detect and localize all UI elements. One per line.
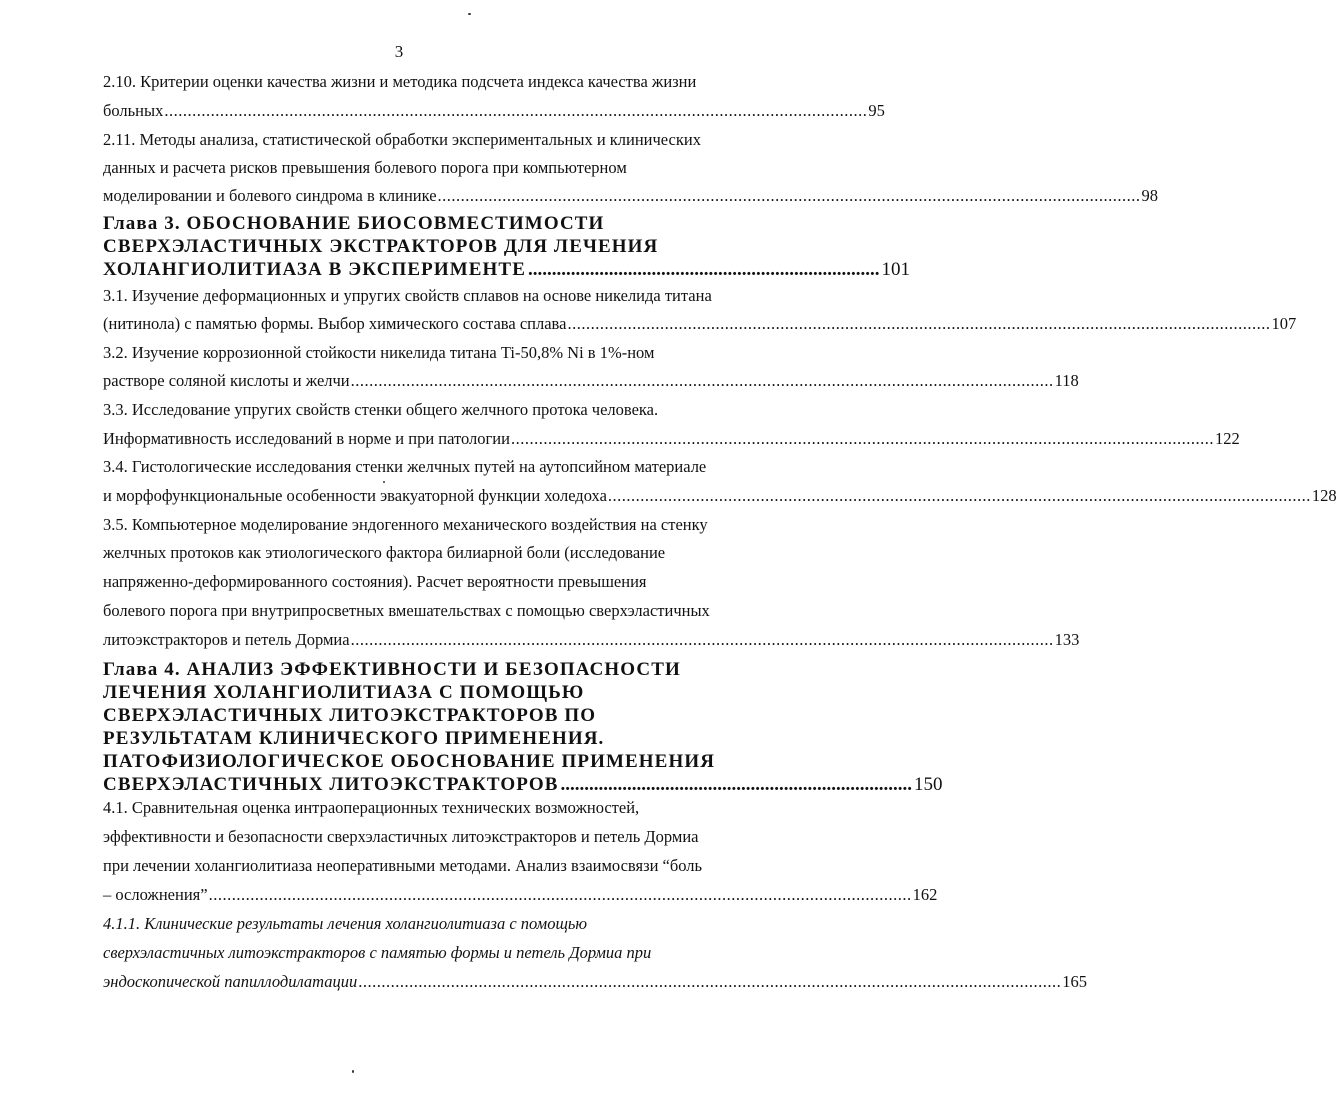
toc-4-1-1-line1: 4.1.1. Клинические результаты лечения холангиолитиаза с помощью xyxy=(103,914,588,933)
toc-3-2-line1: 3.2. Изучение коррозионной стойкости никелида титана Ti-50,8% Ni в 1%-ном xyxy=(103,343,655,362)
toc-4-1-line2: эффективности и безопасности сверхэластичных литоэкстракторов и петель Дормиа xyxy=(103,827,699,846)
toc-2-10-line1: 2.10. Критерии оценки качества жизни и методика подсчета индекса качества жизни xyxy=(103,72,697,91)
toc-3-5-line1: 3.5. Компьютерное моделирование эндогенного механического воздействия на стенку xyxy=(103,515,708,534)
chapter-4-heading-line1: Глава 4. АНАЛИЗ ЭФФЕКТИВНОСТИ И БЕЗОПАСНОСТИ xyxy=(103,659,681,680)
chapter-4-heading-line5: ПАТОФИЗИОЛОГИЧЕСКОЕ ОБОСНОВАНИЕ ПРИМЕНЕНИЯ xyxy=(103,751,716,772)
dot-leader: ........................................................................................................................................................ xyxy=(164,101,868,120)
chapter-3-heading-text: ХОЛАНГИОЛИТИАЗА В ЭКСПЕРИМЕНТЕ xyxy=(103,259,526,280)
toc-3-4-text: и морфофункциональные особенности эвакуаторной функции холедоха xyxy=(103,486,607,505)
toc-3-3-line2 xyxy=(103,429,1240,449)
scan-speck-top xyxy=(468,13,471,15)
toc-3-1-line1: 3.1. Изучение деформационных и упругих свойств сплавов на основе никелида титана xyxy=(103,286,712,305)
dot-leader: .......................................................................... xyxy=(560,774,913,795)
chapter-4-heading-text: СВЕРХЭЛАСТИЧНЫХ ЛИТОЭКСТРАКТОРОВ xyxy=(103,774,559,795)
toc-3-1-page: 107 xyxy=(1271,314,1297,333)
toc-4-1-1-text: эндоскопической папиллодилатации xyxy=(103,972,358,991)
chapter-3-page: 101 xyxy=(881,259,910,280)
chapter-4-heading-line3: СВЕРХЭЛАСТИЧНЫХ ЛИТОЭКСТРАКТОРОВ ПО xyxy=(103,705,597,726)
page-number: 3 xyxy=(394,42,404,61)
toc-2-11-line3 xyxy=(103,186,1159,206)
chapter-4-heading-line4: РЕЗУЛЬТАТАМ КЛИНИЧЕСКОГО ПРИМЕНЕНИЯ. xyxy=(103,728,605,749)
dot-leader: ........................................................................................................................................................ xyxy=(208,885,912,904)
toc-3-5-line5 xyxy=(103,630,1080,650)
dot-leader: ........................................................................................................................................................ xyxy=(567,314,1271,333)
toc-4-1-1-line2: сверхэластичных литоэкстракторов с памятью формы и петель Дормиа при xyxy=(103,943,652,962)
toc-3-2-text: растворе соляной кислоты и желчи xyxy=(103,371,350,390)
toc-4-1-line1: 4.1. Сравнительная оценка интраоперационных технических возможностей, xyxy=(103,798,640,817)
toc-3-5-line2: желчных протоков как этиологического фактора билиарной боли (исследование xyxy=(103,543,666,562)
toc-4-1-line4 xyxy=(103,885,938,905)
toc-3-5-line3: напряженно-деформированного состояния). Расчет вероятности превышения xyxy=(103,572,647,591)
toc-3-4-page: 128 xyxy=(1311,486,1337,505)
dot-leader: ........................................................................................................................................................ xyxy=(350,371,1054,390)
scan-speck-bottom xyxy=(352,1070,354,1073)
toc-2-11-line1: 2.11. Методы анализа, статистической обработки экспериментальных и клинических xyxy=(103,130,701,149)
dot-leader: ........................................................................................................................................................ xyxy=(437,186,1141,205)
toc-4-1-line3: при лечении холангиолитиаза неоперативными методами. Анализ взаимосвязи “боль xyxy=(103,856,703,875)
toc-3-4-line1: 3.4. Гистологические исследования стенки желчных путей на аутопсийном материале xyxy=(103,457,707,476)
toc-3-5-text: литоэкстракторов и петель Дормиа xyxy=(103,630,350,649)
toc-2-11-line2: данных и расчета рисков превышения болевого порога при компьютерном xyxy=(103,158,627,177)
toc-3-2-page: 118 xyxy=(1054,371,1079,390)
chapter-4-heading-line6 xyxy=(103,774,943,796)
toc-3-3-text: Информативность исследований в норме и при патологии xyxy=(103,429,510,448)
toc-2-10-line2 xyxy=(103,101,885,121)
toc-3-2-line2 xyxy=(103,371,1079,391)
toc-3-3-page: 122 xyxy=(1214,429,1240,448)
toc-4-1-text: – осложнения” xyxy=(103,885,208,904)
toc-3-1-text: (нитинола) с памятью формы. Выбор химического состава сплава xyxy=(103,314,567,333)
dot-leader: .......................................................................... xyxy=(527,259,880,280)
toc-2-11-text: моделировании и болевого синдрома в клинике xyxy=(103,186,437,205)
toc-3-5-line4: болевого порога при внутрипросветных вмешательствах с помощью сверхэластичных xyxy=(103,601,710,620)
toc-4-1-1-page: 165 xyxy=(1062,972,1087,991)
chapter-3-heading-line3 xyxy=(103,259,910,281)
toc-3-4-line2 xyxy=(103,486,1337,506)
dot-leader: ........................................................................................................................................................ xyxy=(358,972,1062,991)
toc-3-3-line1: 3.3. Исследование упругих свойств стенки общего желчного протока человека. xyxy=(103,400,659,419)
toc-3-5-page: 133 xyxy=(1054,630,1080,649)
dot-leader: ........................................................................................................................................................ xyxy=(510,429,1214,448)
chapter-4-page: 150 xyxy=(914,774,943,795)
toc-3-1-line2 xyxy=(103,314,1297,334)
chapter-3-heading-line1: Глава 3. ОБОСНОВАНИЕ БИОСОВМЕСТИМОСТИ xyxy=(103,213,605,234)
toc-4-1-1-line3 xyxy=(103,972,1087,992)
dot-leader: ........................................................................................................................................................ xyxy=(607,486,1311,505)
toc-2-10-text: больных xyxy=(103,101,164,120)
chapter-3-heading-line2: СВЕРХЭЛАСТИЧНЫХ ЭКСТРАКТОРОВ ДЛЯ ЛЕЧЕНИЯ xyxy=(103,236,659,257)
toc-2-11-page: 98 xyxy=(1141,186,1159,205)
toc-4-1-page: 162 xyxy=(912,885,938,904)
chapter-4-heading-line2: ЛЕЧЕНИЯ ХОЛАНГИОЛИТИАЗА С ПОМОЩЬЮ xyxy=(103,682,585,703)
dot-leader: ........................................................................................................................................................ xyxy=(350,630,1054,649)
scan-speck-mid xyxy=(383,481,385,483)
toc-2-10-page: 95 xyxy=(868,101,885,120)
